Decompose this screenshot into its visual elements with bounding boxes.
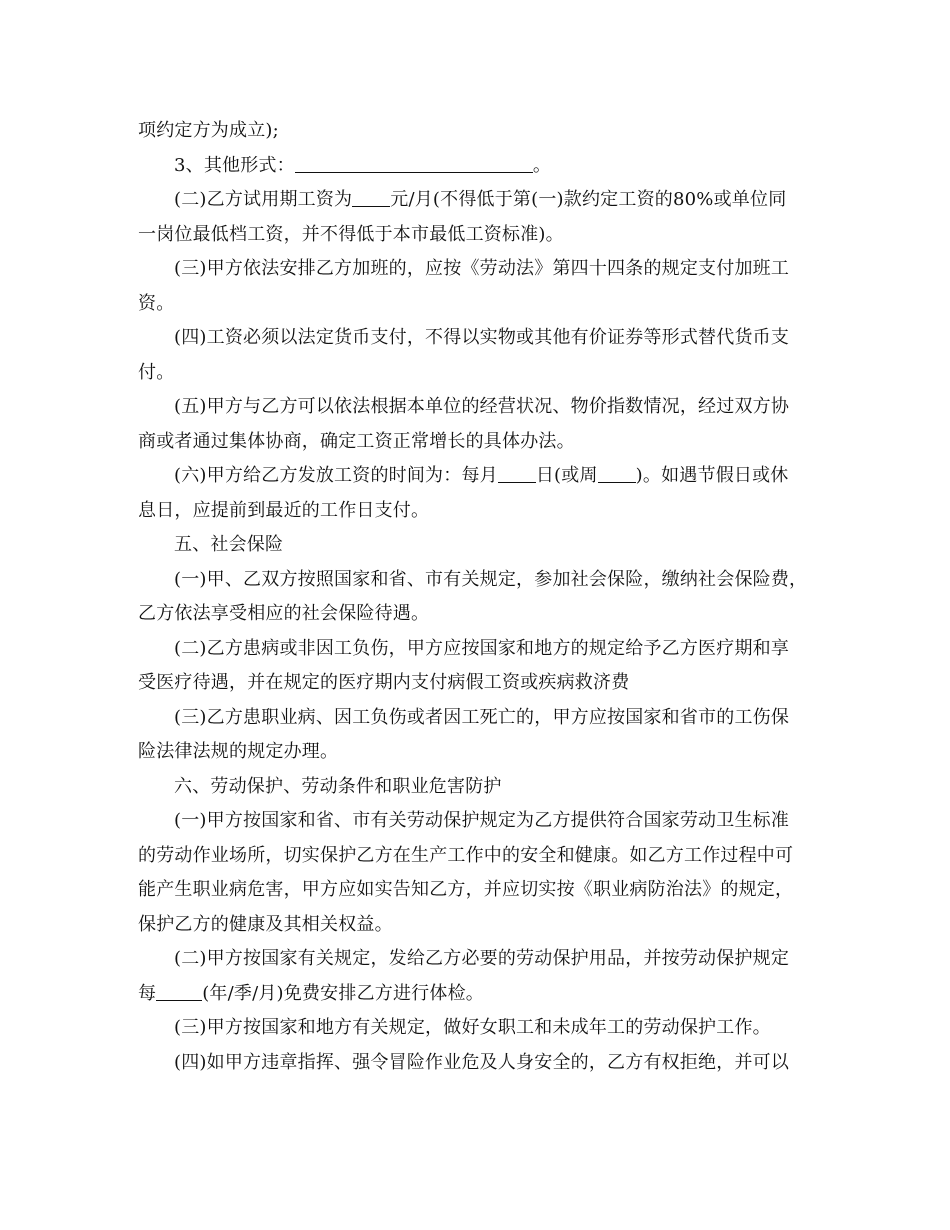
text-span: 付。 xyxy=(138,361,175,383)
paragraph-line xyxy=(138,390,818,425)
text-span: 商或者通过集体协商，确定工资正常增长的具体办法。 xyxy=(138,430,575,452)
paragraph-line xyxy=(138,977,818,1012)
paragraph-line xyxy=(138,183,818,218)
document-body xyxy=(138,114,818,1080)
text-span: 项约定方为成立); xyxy=(138,120,279,141)
paragraph-line xyxy=(138,735,818,770)
text-span: 险法律法规的规定办理。 xyxy=(138,741,339,762)
paragraph-line xyxy=(138,425,818,460)
text-span: 一岗位最低档工资，并不得低于本市最低工资标准)。 xyxy=(138,223,564,245)
text-span: (一)甲方按国家和省、市有关劳动保护规定为乙方提供符合国家劳动卫生标准 xyxy=(174,810,790,831)
paragraph-line xyxy=(138,942,818,977)
paragraph-line xyxy=(138,252,818,287)
text-span: (六)甲方给乙方发放工资的时间为：每月 xyxy=(174,465,498,486)
text-span: (二)乙方试用期工资为 xyxy=(174,189,353,210)
paragraph-line xyxy=(138,218,818,253)
text-span: (一)甲、乙双方按照国家和省、市有关规定，参加社会保险，缴纳社会保险费， xyxy=(174,568,808,590)
text-span: 五、社会保险 xyxy=(174,534,284,555)
text-span: (二)甲方按国家有关规定，发给乙方必要的劳动保护用品，并按劳动保护规定 xyxy=(174,948,790,969)
paragraph-line xyxy=(138,839,818,874)
text-span: (三)甲方按国家和地方有关规定，做好女职工和未成年工的劳动保护工作。 xyxy=(174,1017,771,1038)
fill-in-blank xyxy=(598,464,636,483)
text-span: (五)甲方与乙方可以依法根据本单位的经营状况、物价指数情况，经过双方协 xyxy=(174,396,790,417)
text-span: 能产生职业病危害，甲方应如实告知乙方，并应切实按《职业病防治法》的规定， xyxy=(138,879,794,900)
paragraph-line xyxy=(138,1046,818,1081)
text-span: 保护乙方的健康及其相关权益。 xyxy=(138,913,393,935)
paragraph-line xyxy=(138,873,818,908)
text-span: 元/月(不得低于第(一)款约定工资的80%或单位同 xyxy=(390,189,787,210)
text-span: 3、其他形式： xyxy=(174,154,295,176)
paragraph-line xyxy=(138,356,818,391)
paragraph-line xyxy=(138,701,818,736)
text-span: 六、劳动保护、劳动条件和职业危害防护 xyxy=(174,775,502,797)
paragraph-line xyxy=(138,908,818,943)
paragraph-line xyxy=(138,149,818,184)
paragraph-line xyxy=(138,632,818,667)
text-span: (三)甲方依法安排乙方加班的，应按《劳动法》第四十四条的规定支付加班工 xyxy=(174,258,790,279)
text-span: 日(或周 xyxy=(535,465,598,486)
paragraph-line xyxy=(138,459,818,494)
text-span: (三)乙方患职业病、因工负伤或者因工死亡的，甲方应按国家和省市的工伤保 xyxy=(174,706,790,728)
paragraph-line xyxy=(138,321,818,356)
paragraph-line xyxy=(138,494,818,529)
text-span: 的劳动作业场所，切实保护乙方在生产工作中的安全和健康。如乙方工作过程中可 xyxy=(138,844,794,866)
section-heading xyxy=(138,770,818,805)
text-span: (年/季/月)免费安排乙方进行体检。 xyxy=(202,982,484,1004)
fill-in-blank xyxy=(156,982,202,1001)
text-span: 乙方依法享受相应的社会保险待遇。 xyxy=(138,603,430,624)
fill-in-blank xyxy=(498,464,536,483)
paragraph-line xyxy=(138,287,818,322)
text-span: )。如遇节假日或休 xyxy=(635,465,789,486)
text-span: 资。 xyxy=(138,292,175,314)
text-span: (四)工资必须以法定货币支付，不得以实物或其他有价证券等形式替代货币支 xyxy=(174,327,790,348)
paragraph-line xyxy=(138,1011,818,1046)
text-span: (二)乙方患病或非因工负伤，甲方应按国家和地方的规定给予乙方医疗期和享 xyxy=(174,637,790,659)
paragraph-line xyxy=(138,597,818,632)
paragraph-line xyxy=(138,114,818,149)
text-span: 息日，应提前到最近的工作日支付。 xyxy=(138,499,430,521)
fill-in-blank xyxy=(352,188,390,207)
fill-in-blank xyxy=(295,154,533,173)
section-heading xyxy=(138,528,818,563)
text-span: (四)如甲方违章指挥、强令冒险作业危及人身安全的，乙方有权拒绝，并可以 xyxy=(174,1051,790,1073)
paragraph-line xyxy=(138,804,818,839)
paragraph-line xyxy=(138,563,818,598)
text-span: 每 xyxy=(138,982,157,1004)
text-span: 。 xyxy=(532,154,552,176)
paragraph-line xyxy=(138,666,818,701)
text-span: 受医疗待遇，并在规定的医疗期内支付病假工资或疾病救济费 xyxy=(138,672,630,693)
